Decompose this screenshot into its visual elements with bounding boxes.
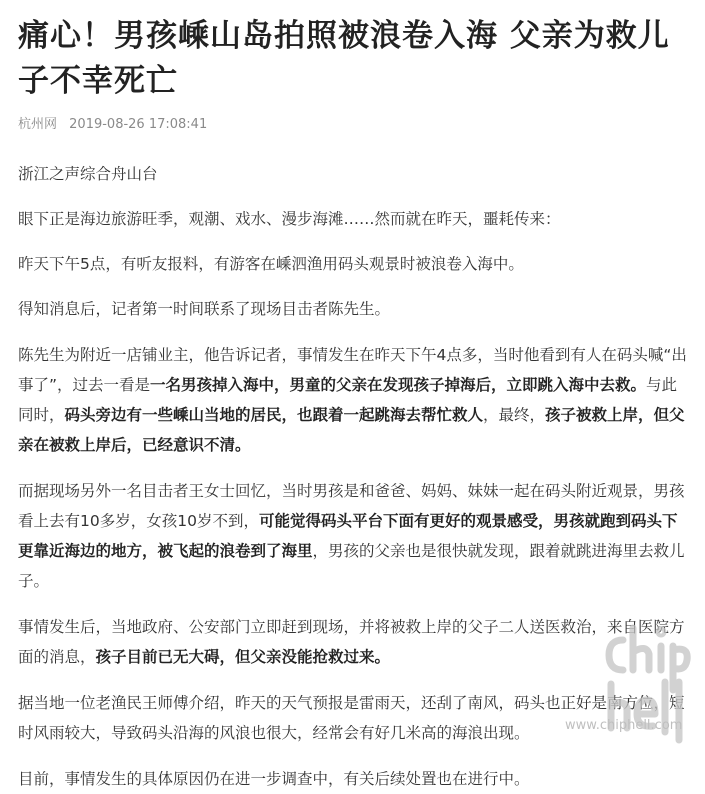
- watermark-url: www.chiphell.com: [565, 718, 683, 733]
- article-source[interactable]: 杭州网: [18, 117, 58, 132]
- paragraph-6: [18, 476, 690, 596]
- bold-run: 孩子目前已无大碍，但父亲没能抢救过来。: [95, 648, 391, 666]
- text-run: ，最终，: [483, 406, 546, 424]
- text-run: 与此同时，: [18, 376, 678, 424]
- paragraph-1: 浙江之声综合舟山台: [18, 165, 158, 183]
- paragraph-4: 得知消息后，记者第一时间联系了现场目击者陈先生。: [18, 300, 391, 318]
- bold-run: 可能觉得码头平台下面有更好的观景感受，男孩就跑到码头下更靠近海边的地方，被飞起的浪卷到了海里: [18, 512, 678, 560]
- text-run: 陈先生为附近一店铺业主，他告诉记者，事情发生在昨天下午4点多，当时他看到有人在码头喊“出事了”，过去一看是: [18, 346, 687, 394]
- article-datetime: 2019-08-26 17:08:41: [69, 117, 208, 132]
- text-run: 而据现场另外一名目击者王女士回忆，当时男孩是和爸爸、妈妈、妹妹一起在码头附近观景，男孩看上去有10多岁，女孩10岁不到，: [18, 482, 685, 530]
- bold-run: 孩子被救上岸，但父亲在被救上岸后，已经意识不清。: [18, 406, 685, 454]
- paragraph-3: 昨天下午5点，有听友报料，有游客在嵊泗渔用码头观景时被浪卷入海中。: [18, 255, 524, 273]
- paragraph-5: [18, 340, 690, 460]
- article: [18, 0, 690, 794]
- paragraph-9: 目前，事情发生的具体原因仍在进一步调查中，有关后续处置也在进行中。: [18, 770, 530, 788]
- text-run: ，男孩的父亲也是很快就发现，跟着就跳进海里去救儿子。: [18, 542, 685, 590]
- paragraph-2: 眼下正是海边旅游旺季，观潮、戏水、漫步海滩……然而就在昨天，噩耗传来：: [18, 210, 561, 228]
- article-meta: [18, 116, 690, 134]
- article-title: 痛心！男孩嵊山岛拍照被浪卷入海 父亲为救儿子不幸死亡: [18, 18, 670, 99]
- bold-run: 一名男孩掉入海中，男童的父亲在发现孩子掉海后，立即跳入海中去救。: [150, 376, 647, 394]
- paragraph-8: 据当地一位老渔民王师傅介绍，昨天的天气预报是雷雨天，还刮了南风，码头也正好是南方位，短时风雨较大，导致码头沿海的风浪也很大，经常会有好几米高的海浪出现。: [18, 694, 685, 742]
- text-run: 事情发生后，当地政府、公安部门立即赶到现场，并将被救上岸的父子二人送医救治，来自医院方面的消息，: [18, 618, 685, 666]
- bold-run: 码头旁边有一些嵊山当地的居民，也跟着一起跳海去帮忙救人: [64, 406, 484, 424]
- paragraph-7: [18, 612, 690, 672]
